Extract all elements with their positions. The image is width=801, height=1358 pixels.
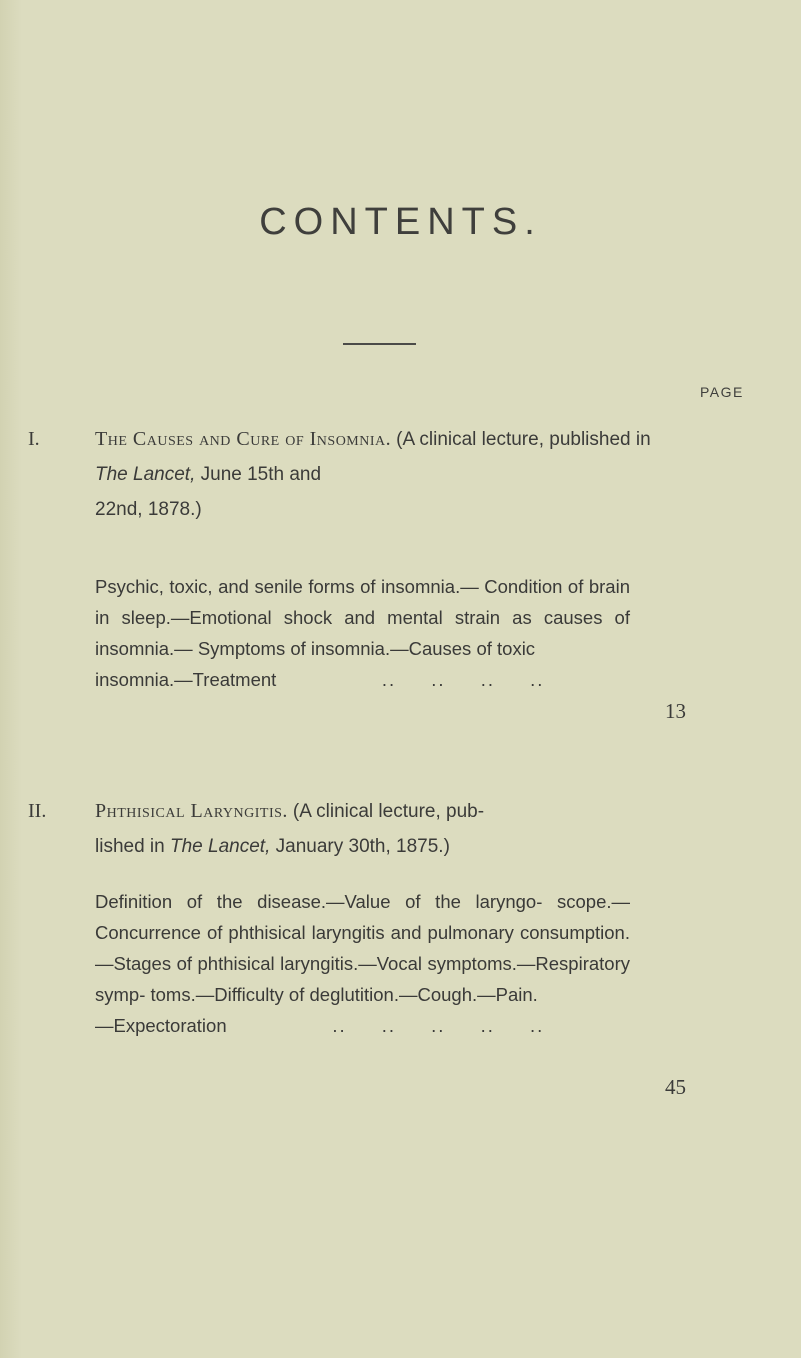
entry-numeral: I. (28, 428, 40, 450)
entry-note-start: (A clinical lecture, pub- (292, 801, 485, 822)
entry-note-journal: The Lancet, (170, 836, 271, 857)
entry-title: Phthisical Laryngitis. (95, 800, 288, 822)
entry-summary-text: Psychic, toxic, and senile forms of insomnia.— Condition of brain in sleep.—Emotional shock and mental strain as causes of insomnia.— Symptoms of insomnia.—Causes of toxic (95, 576, 630, 659)
page-column-label: PAGE (700, 384, 744, 400)
dot-leaders: .. .. .. .. (381, 669, 545, 690)
entry-summary-final: insomnia.—Treatment (95, 669, 277, 690)
dot-leaders: .. .. .. .. .. (332, 1015, 545, 1036)
entry-page-number[interactable]: 13 (665, 699, 686, 723)
entry-note-start: (A clinical lecture, published in (396, 429, 651, 450)
entry-note-end: 22nd, 1878.) (95, 499, 202, 520)
toc-entry-2-summary (95, 886, 630, 1041)
page-title: CONTENTS. (259, 201, 542, 243)
entry-summary-text: Definition of the disease.—Value of the laryngo- scope.—Concurrence of phthisical laryngitis and pulmonary consumption.—Stages of phthisical laryngitis.—Vocal symptoms.—Respiratory symp- toms.—Difficulty of deglutition.—Cough.—Pain. (95, 891, 630, 1005)
entry-title-block (95, 422, 655, 527)
entry-numeral: II. (28, 800, 47, 822)
entry-page-number[interactable]: 45 (665, 1075, 686, 1099)
entry-note-date: June 15th and (195, 464, 322, 485)
toc-entry-1-summary (95, 571, 630, 695)
entry-note-lished: lished in (95, 836, 170, 857)
entry-note-date: January 30th, 1875.) (270, 836, 450, 857)
title-divider (343, 343, 416, 345)
entry-summary-last-line (95, 664, 630, 695)
entry-note-journal: The Lancet, (95, 464, 196, 485)
entry-summary-final: —Expectoration (95, 1015, 227, 1036)
entry-title: The Causes and Cure of Insomnia. (95, 428, 392, 450)
entry-title-block (95, 794, 655, 864)
entry-summary-last-line (95, 1010, 630, 1041)
